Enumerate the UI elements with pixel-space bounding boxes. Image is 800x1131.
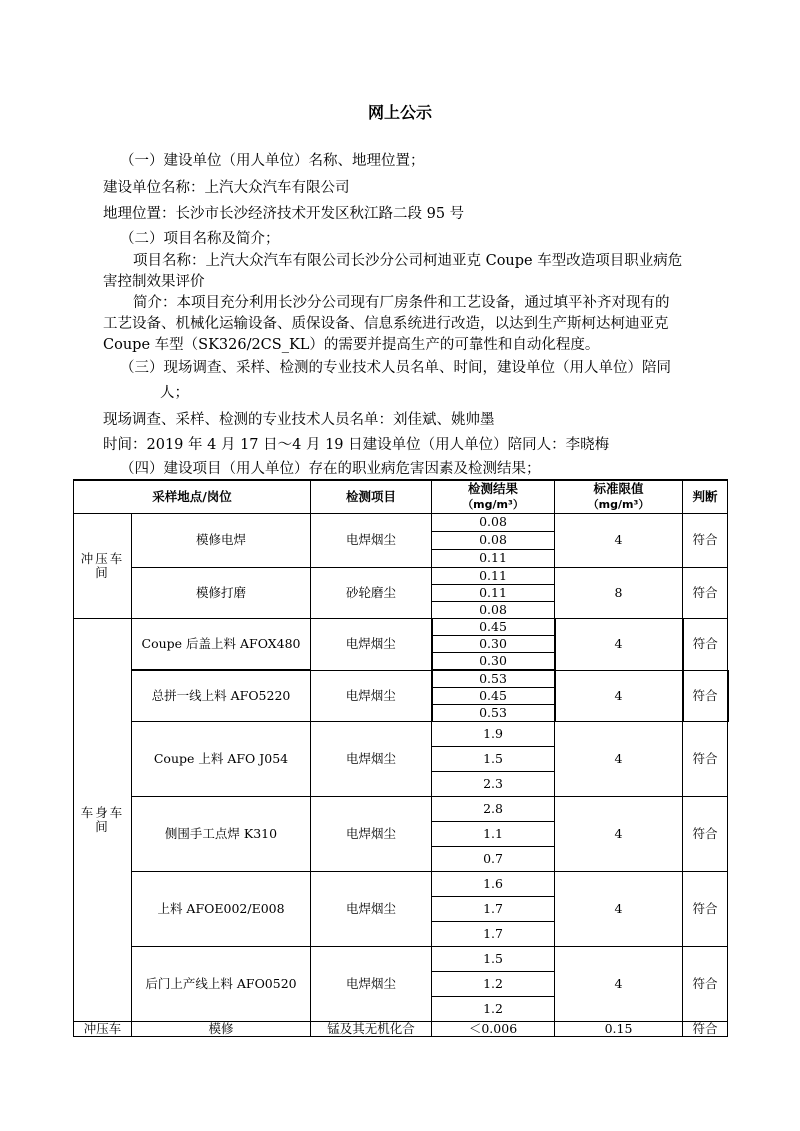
verdict-cell: 符合 (683, 947, 728, 1022)
header-limit-label: 标准限值 (593, 481, 644, 497)
limit-cell: 4 (555, 670, 683, 722)
section-3-heading-line-1: （三）现场调查、采样、检测的专业技术人员名单、时间，建设单位（用人单位）陪同 (120, 360, 671, 376)
verdict-cell: 符合 (683, 568, 728, 619)
result-cell: ＜0.006 (432, 1022, 555, 1037)
header-item: 检测项目 (311, 480, 432, 514)
header-result-unit: （mg/m³） (462, 497, 524, 511)
limit-cell: 4 (555, 722, 683, 797)
survey-time: 时间：2019 年 4 月 17 日～4 月 19 日建设单位（用人单位）陪同人：李晓梅 (103, 437, 610, 453)
limit-cell: 4 (555, 947, 683, 1022)
table-row (74, 872, 728, 897)
verdict-cell: 符合 (683, 670, 728, 722)
staff-list: 现场调查、采样、检测的专业技术人员名单：刘佳斌、姚帅墨 (103, 412, 495, 428)
result-cell: 0.45 (432, 688, 555, 705)
result-cell: 1.7 (432, 897, 555, 922)
intro-line-1: 简介：本项目充分利用长沙分公司现有厂房条件和工艺设备，通过填平补齐对现有的 (133, 295, 670, 311)
header-limit (555, 480, 683, 514)
intro-line-2: 工艺设备、机械化运输设备、质保设备、信息系统进行改造，以达到生产斯柯达柯迪亚克 (103, 316, 669, 332)
table-header-row (74, 480, 728, 514)
item-cell: 电焊烟尘 (311, 619, 432, 671)
location: 地理位置：长沙市长沙经济技术开发区秋江路二段 95 号 (103, 206, 465, 222)
section-1-heading: （一）建设单位（用人单位）名称、地理位置； (120, 153, 425, 169)
result-cell: 0.11 (432, 585, 555, 602)
header-limit-unit: （mg/m³） (587, 497, 650, 511)
table-row (74, 514, 728, 532)
limit-cell: 8 (555, 568, 683, 619)
result-cell: 0.53 (432, 670, 555, 688)
result-cell: 1.1 (432, 822, 555, 847)
section-3-heading-line-2: 人； (160, 385, 189, 401)
header-verdict: 判断 (683, 480, 728, 514)
project-name-line-1: 项目名称：上汽大众汽车有限公司长沙分公司柯迪亚克 Coupe 车型改造项目职业病危 (133, 253, 683, 269)
post-cell: 后门上产线上料 AFO0520 (132, 947, 311, 1022)
result-cell: 0.08 (432, 602, 555, 619)
item-cell: 电焊烟尘 (311, 947, 432, 1022)
result-cell: 0.53 (432, 705, 555, 722)
limit-cell: 4 (555, 619, 683, 671)
post-cell: 侧围手工点焊 K310 (132, 797, 311, 872)
table-row (74, 947, 728, 972)
post-cell: 总拼一线上料 AFO5220 (132, 670, 311, 722)
post-cell: 模修电焊 (132, 514, 311, 568)
result-cell: 1.5 (432, 747, 555, 772)
verdict-cell: 符合 (683, 1022, 728, 1037)
verdict-cell: 符合 (683, 514, 728, 568)
result-cell: 1.5 (432, 947, 555, 972)
limit-cell: 4 (555, 872, 683, 947)
result-cell: 0.11 (432, 568, 555, 585)
section-2-heading: （二）项目名称及简介； (120, 231, 280, 247)
result-cell: 1.9 (432, 722, 555, 747)
category-cell: 冲压车间 (74, 514, 132, 619)
table-row (74, 568, 728, 585)
verdict-cell: 符合 (683, 797, 728, 872)
intro-line-3: Coupe 车型（SK326/2CS_KL）的需要并提高生产的可靠性和自动化程度。 (103, 337, 600, 353)
header-result (432, 480, 555, 514)
post-cell: 模修 (132, 1022, 311, 1037)
header-result-label: 检测结果 (468, 481, 519, 497)
table-row (74, 797, 728, 822)
item-cell: 电焊烟尘 (311, 872, 432, 947)
post-cell: 模修打磨 (132, 568, 311, 619)
item-cell: 电焊烟尘 (311, 722, 432, 797)
limit-cell: 0.15 (555, 1022, 683, 1037)
verdict-cell: 符合 (683, 722, 728, 797)
category-cell: 冲压车 (74, 1022, 132, 1037)
verdict-cell: 符合 (683, 619, 728, 671)
result-cell: 1.7 (432, 922, 555, 947)
result-cell: 2.3 (432, 772, 555, 797)
item-cell: 电焊烟尘 (311, 670, 432, 722)
limit-cell: 4 (555, 797, 683, 872)
result-cell: 1.2 (432, 972, 555, 997)
result-cell: 0.45 (432, 619, 555, 636)
document-title: 网上公示 (367, 103, 432, 122)
category-cell: 车身车间 (74, 619, 132, 1022)
result-cell: 1.6 (432, 872, 555, 897)
section-4-heading: （四）建设项目（用人单位）存在的职业病危害因素及检测结果； (120, 461, 541, 477)
result-cell: 0.7 (432, 847, 555, 872)
item-cell: 锰及其无机化合 (311, 1022, 432, 1037)
table-row (74, 722, 728, 747)
result-cell: 0.30 (432, 636, 555, 653)
result-cell: 0.08 (432, 532, 555, 550)
results-table (73, 479, 729, 1037)
item-cell: 砂轮磨尘 (311, 568, 432, 619)
table-row (74, 619, 728, 636)
result-cell: 1.2 (432, 997, 555, 1022)
company-name: 建设单位名称：上汽大众汽车有限公司 (103, 180, 350, 196)
post-cell: 上料 AFOE002/E008 (132, 872, 311, 947)
header-location: 采样地点/岗位 (74, 480, 311, 514)
result-cell: 0.11 (432, 550, 555, 568)
verdict-cell: 符合 (683, 872, 728, 947)
result-cell: 2.8 (432, 797, 555, 822)
post-cell: Coupe 后盖上料 AFOX480 (132, 619, 311, 671)
result-cell: 0.30 (432, 653, 555, 671)
table-row (74, 1022, 728, 1037)
limit-cell: 4 (555, 514, 683, 568)
project-name-line-2: 害控制效果评价 (103, 274, 205, 290)
item-cell: 电焊烟尘 (311, 797, 432, 872)
post-cell: Coupe 上料 AFO J054 (132, 722, 311, 797)
result-cell: 0.08 (432, 514, 555, 532)
table-row (74, 670, 728, 688)
item-cell: 电焊烟尘 (311, 514, 432, 568)
